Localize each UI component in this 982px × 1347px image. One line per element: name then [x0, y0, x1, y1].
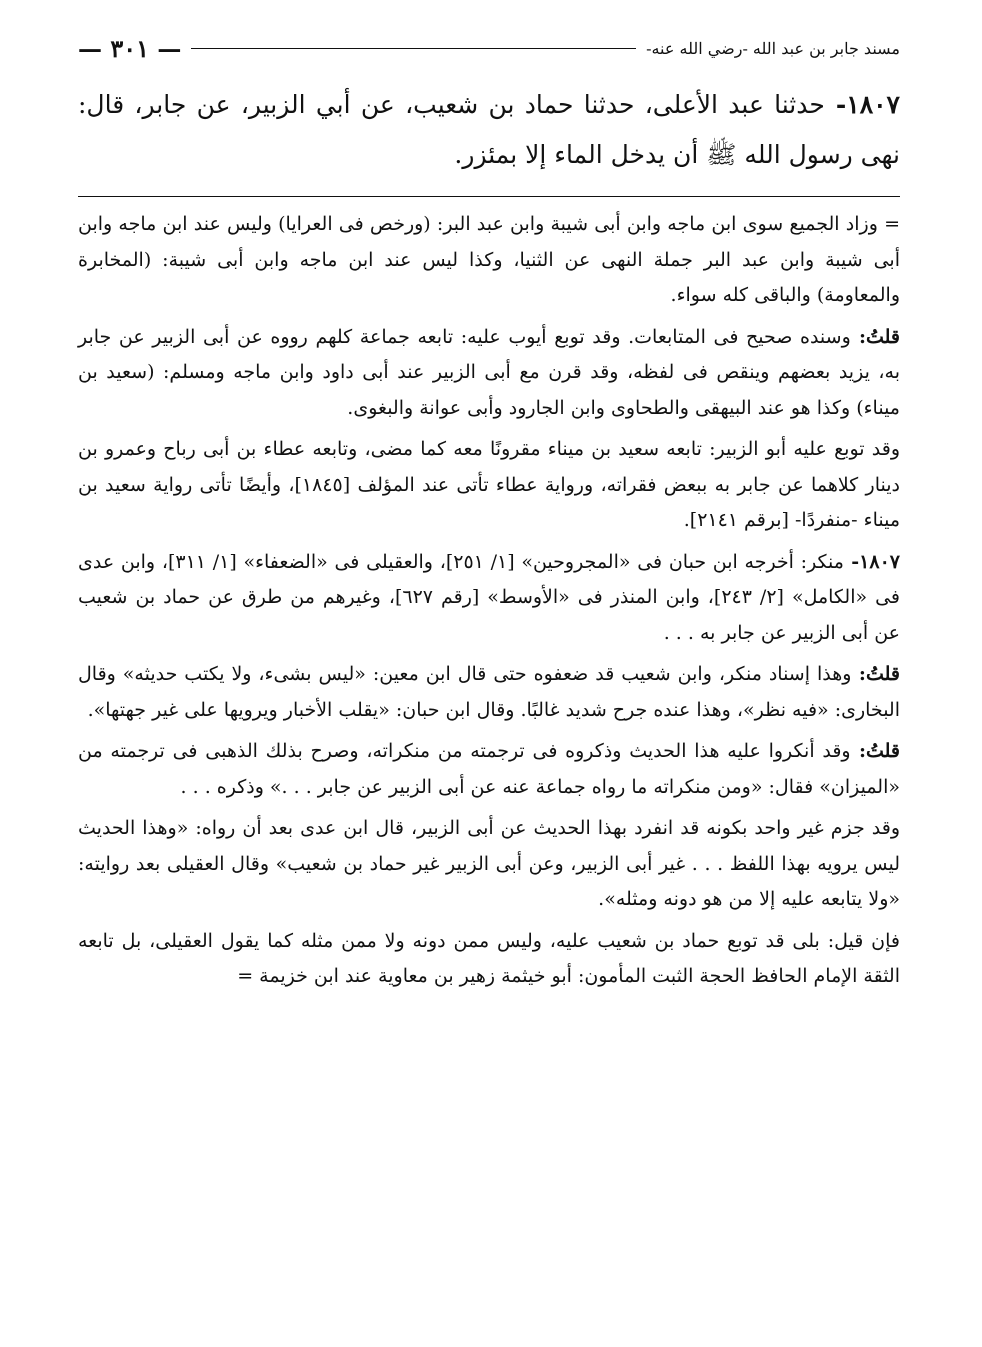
hadith-text [78, 80, 900, 180]
footnote-paragraph [78, 207, 900, 314]
footnote-paragraph [78, 811, 900, 918]
footnote-text: وقد جزم غير واحد بكونه قد انفرد بهذا الحديث عن أبى الزبير، قال ابن عدى بعد أن رواه: «وهذا الحديث ليس يرويه بهذا اللفظ . . . غير أبى الزبير، وعن أبى الزبير غير حماد بن شعيب» وقال العقيلى بعد روايته: «ولا يتابعه عليه إلا من هو دونه ومثله». [78, 817, 901, 910]
footnote-text: وقد أنكروا عليه هذا الحديث وذكروه فى ترجمته من منكراته، وصرح بذلك الذهبى فى ترجمته من «الميزان» فقال: «ومن منكراته ما رواه جماعة عنه عن أبى الزبير عن جابر . . .» وذكره . . . [78, 740, 900, 798]
page-number-value: ٣٠١ [110, 33, 150, 63]
header-rule [191, 48, 636, 49]
footnote-text: وهذا إسناد منكر، وابن شعيب قد ضعفوه حتى قال ابن معين: «ليس بشىء، ولا يكتب حديثه» وقال البخارى: «فيه نظر»، وهذا عنده جرح شديد غالبًا. وقال ابن حبان: «يقلب الأخبار ويرويها على غير جهتها». [78, 663, 900, 721]
footnote-paragraph [78, 432, 900, 539]
footnote-text: فإن قيل: بلى قد توبع حماد بن شعيب عليه، وليس ممن دونه ولا ممن مثله كما يقول العقيلى، بل تابعه الثقة الإمام الحافظ الحجة الثبت المأمون: أبو خيثمة زهير بن معاوية عند ابن خزيمة = [78, 929, 900, 987]
footnote-paragraph [78, 734, 900, 805]
footnote-paragraph [78, 924, 900, 995]
footnote-lead: قلتُ: [850, 740, 900, 762]
footnote-text: وقد توبع عليه أبو الزبير: تابعه سعيد بن ميناء مقرونًا معه كما مضى، وتابعه عطاء بن أبى رباح وعمرو بن دينار كلاهما عن جابر به ببعض فقراته، ورواية عطاء تأتى عند المؤلف [١٨٤٥]، وأيضًا تأتى رواية سعيد بن ميناء -منفردًا- [برقم ٢١٤١]. [78, 438, 900, 531]
footnote-paragraph [78, 657, 900, 728]
footnote-text: وسنده صحيح فى المتابعات. وقد توبع أيوب عليه: تابعه جماعة كلهم رووه عن أبى الزبير عن جابر به، يزيد بعضهم وينقص فى لفظه، وقد قرن مع أبى الزبير عند أبى داود وابن ماجه ومسلم: (سعيد بن ميناء) وكذا هو عند البيهقى والطحاوى وابن الجارود وأبى عوانة والبغوى. [78, 325, 900, 419]
footnote-paragraph [78, 320, 900, 427]
footnotes [78, 207, 900, 995]
footnote-text: منكر: أخرجه ابن حبان فى «المجروحين» [١/ ٢٥١]، والعقيلى فى «الضعفاء» [١/ ٣١١]، وابن عدى فى «الكامل» [٢/ ٢٤٣]، وابن المنذر فى «الأوسط» [رقم ٦٢٧]، وغيرهم من طرق عن حماد بن شعيب عن أبى الزبير عن جابر به . . . [78, 550, 901, 644]
header-title: مسند جابر بن عبد الله -رضي الله عنه- [646, 38, 900, 58]
footnote-lead: قلتُ: [851, 663, 900, 685]
hadith-number: ١٨٠٧- [824, 90, 900, 119]
footnote-lead: ١٨٠٧- [843, 550, 900, 573]
page-number: — ٣٠١ — [78, 33, 182, 63]
footnote-paragraph [78, 545, 900, 652]
footnote-lead: قلتُ: [850, 325, 900, 348]
running-header [78, 28, 900, 68]
book-page [78, 28, 900, 1001]
hadith-body: حدثنا عبد الأعلى، حدثنا حماد بن شعيب، عن أبي الزبير، عن جابر، قال: نهى رسول الله ﷺ أن يدخل الماء إلا بمئزر. [78, 90, 900, 169]
footnote-separator [78, 196, 900, 197]
footnote-text: = وزاد الجميع سوى ابن ماجه وابن أبى شيبة وابن عبد البر: (ورخص فى العرايا) وليس عند ابن ماجه وابن أبى شيبة وابن عبد البر جملة النهى عن الثنيا، وكذا ليس عند ابن ماجه وابن أبى شيبة: (المخابرة والمعاومة) والباقى كله سواء. [78, 213, 900, 306]
